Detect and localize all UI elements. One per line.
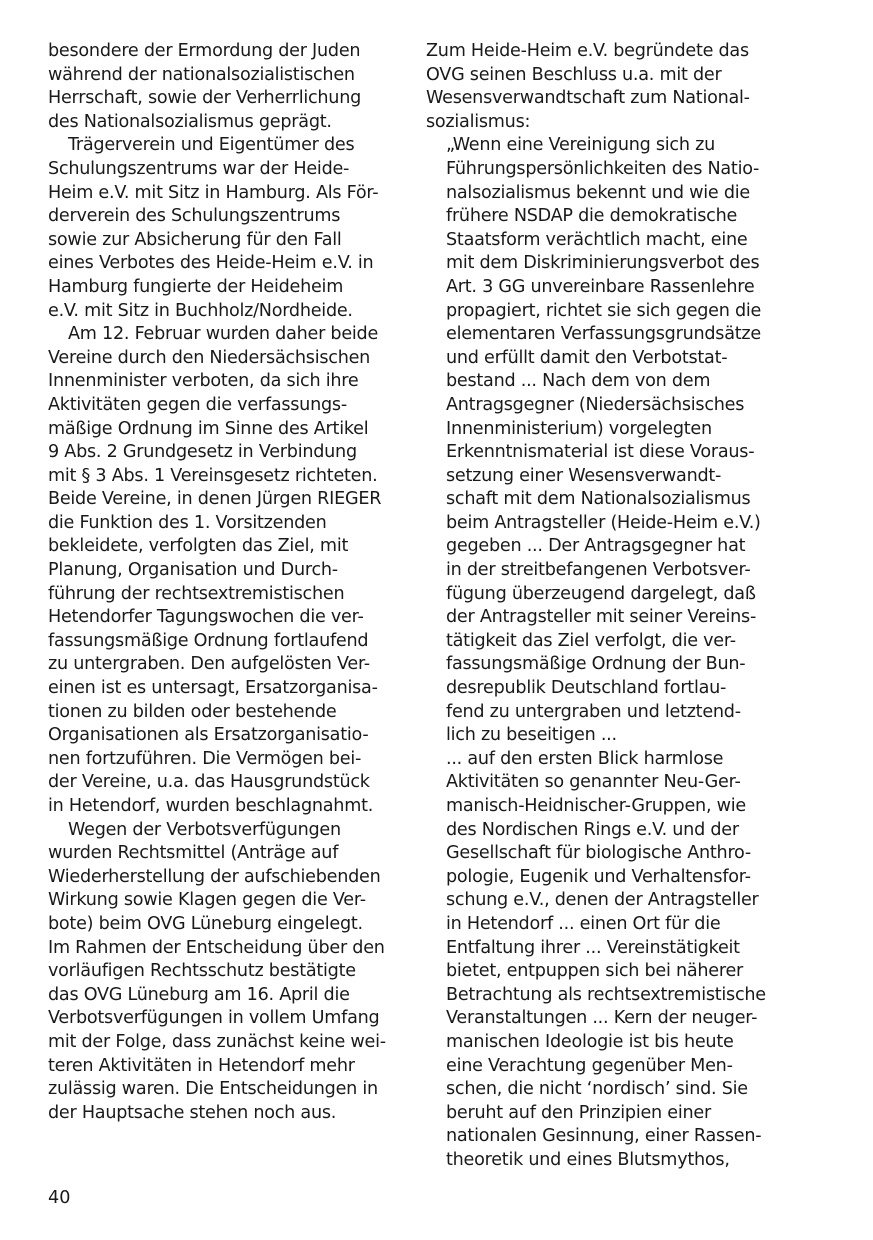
text-line: Staatsform verächtlich macht, eine: [446, 229, 748, 250]
text-line: nationalen Gesinnung, einer Rassen-: [446, 1126, 762, 1147]
text-line: desrepublik Deutschland fortlau-: [446, 678, 727, 699]
text-line: Organisationen als Ersatzorganisatio-: [48, 725, 369, 746]
text-line: einen ist es untersagt, Ersatzorganisa-: [48, 678, 378, 699]
text-line: in Hetendorf, wurden beschlagnahmt.: [48, 796, 374, 816]
text-line: Schulungszentrums war der Heide-: [48, 158, 350, 179]
text-line: Gesellschaft für biologische Anthro-: [446, 843, 751, 864]
text-line: tätigkeit das Ziel verfolgt, die ver-: [446, 630, 736, 651]
text-line: wurden Rechtsmittel (Anträge auf: [48, 843, 339, 864]
page-number: 40: [48, 1188, 71, 1208]
text-line: eines Verbotes des Heide-Heim e.V. in: [48, 253, 374, 274]
text-line: in Hetendorf ... einen Ort für die: [446, 913, 721, 934]
text-line: Wesensverwandtschaft zum National-: [426, 88, 750, 109]
text-line: frühere NSDAP die demokratische: [446, 206, 738, 227]
text-line: in der streitbefangenen Verbotsver-: [446, 560, 751, 581]
text-line: besondere der Ermordung der Juden: [48, 41, 361, 61]
text-line: manischen Ideologie ist bis heute: [446, 1031, 734, 1052]
intro-paragraph: [426, 40, 771, 134]
text-line: manisch-Heidnischer-Gruppen, wie: [446, 796, 746, 816]
text-line: Herrschaft, sowie der Verherrlichung: [48, 88, 362, 109]
text-line: ... auf den ersten Blick harmlose: [446, 748, 724, 769]
paragraph: [48, 819, 396, 1126]
text-line: Zum Heide-Heim e.V. begründete das: [426, 41, 749, 61]
text-line: Am 12. Februar wurden daher beide: [68, 324, 379, 345]
text-line: Hamburg fungierte der Heideheim: [48, 276, 344, 297]
text-line: fügung überzeugend dargelegt, daß: [446, 583, 756, 604]
text-line: sozialismus:: [426, 111, 531, 132]
text-line: bekleidete, verfolgten das Ziel, mit: [48, 536, 349, 557]
text-line: setzung einer Wesensverwandt-: [446, 465, 722, 486]
text-line: Wirkung sowie Klagen gegen die Ver-: [48, 890, 366, 911]
text-line: Innenministerium) vorgelegten: [446, 418, 712, 439]
text-line: Wiederherstellung der aufschiebenden: [48, 866, 381, 887]
court-quote: [426, 134, 771, 1172]
text-line: Art. 3 GG unvereinbare Rassenlehre: [446, 276, 755, 297]
text-line: Trägerverein und Eigentümer des: [68, 135, 355, 156]
text-line: des Nationalsozialismus geprägt.: [48, 111, 332, 132]
text-line: zu untergraben. Den aufgelösten Ver-: [48, 654, 370, 675]
text-line: „Wenn eine Vereinigung sich zu: [446, 135, 715, 156]
text-line: Wegen der Verbotsverfügungen: [68, 819, 341, 840]
text-line: mit der Folge, dass zunächst keine wei-: [48, 1031, 386, 1052]
text-line: der Hauptsache stehen noch aus.: [48, 1102, 337, 1123]
text-line: Erkenntnismaterial ist diese Voraus-: [446, 442, 755, 463]
text-line: Vereine durch den Niedersächsischen: [48, 347, 371, 368]
text-line: Heim e.V. mit Sitz in Hamburg. Als För-: [48, 182, 379, 203]
text-line: 9 Abs. 2 Grundgesetz in Verbindung: [48, 442, 357, 463]
text-line: Antragsgegner (Niedersächsisches: [446, 394, 745, 415]
text-line: teren Aktivitäten in Hetendorf mehr: [48, 1055, 355, 1076]
text-line: schung e.V., denen der Antragsteller: [446, 890, 759, 911]
text-line: das OVG Lüneburg am 16. April die: [48, 984, 350, 1005]
text-line: fassungsmäßige Ordnung der Bun-: [446, 654, 746, 675]
text-line: mit § 3 Abs. 1 Vereinsgesetz richteten.: [48, 465, 378, 486]
text-line: der Vereine, u.a. das Hausgrundstück: [48, 772, 370, 793]
text-line: fend zu untergraben und letztend-: [446, 701, 741, 722]
paragraph: [48, 134, 396, 323]
text-line: zulässig waren. Die Entscheidungen in: [48, 1079, 378, 1100]
right-column: [426, 40, 771, 1173]
text-line: die Funktion des 1. Vorsitzenden: [48, 512, 327, 533]
text-line: pologie, Eugenik und Verhaltensfor-: [446, 866, 751, 887]
text-line: schen, die nicht ‘nordisch’ sind. Sie: [446, 1079, 748, 1100]
text-line: mit dem Diskriminierungsverbot des: [446, 253, 760, 274]
text-line: Innenminister verboten, da sich ihre: [48, 371, 359, 392]
text-line: gegeben ... Der Antragsgegner hat: [446, 536, 746, 557]
text-line: lich zu beseitigen ...: [446, 725, 617, 746]
paragraph: [48, 40, 396, 134]
text-line: nalsozialismus bekennt und wie die: [446, 182, 750, 203]
text-line: Aktivitäten so genannter Neu-Ger-: [446, 772, 741, 793]
text-line: nen fortzuführen. Die Vermögen bei-: [48, 748, 362, 769]
text-line: mäßige Ordnung im Sinne des Artikel: [48, 418, 369, 439]
left-column: [48, 40, 396, 1125]
text-line: bietet, entpuppen sich bei näherer: [446, 961, 744, 982]
text-line: Beide Vereine, in denen Jürgen RIEGER: [48, 489, 382, 510]
text-line: OVG seinen Beschluss u.a. mit der: [426, 64, 722, 85]
text-line: während der nationalsozialistischen: [48, 64, 355, 85]
text-line: Aktivitäten gegen die verfassungs-: [48, 394, 347, 415]
text-line: eine Verachtung gegenüber Men-: [446, 1055, 733, 1076]
text-line: und erfüllt damit den Verbotstat-: [446, 347, 728, 368]
paragraph: [48, 323, 396, 818]
text-line: theoretik und eines Blutsmythos,: [446, 1149, 730, 1170]
text-line: bestand ... Nach dem von dem: [446, 371, 711, 392]
text-line: Im Rahmen der Entscheidung über den: [48, 937, 385, 958]
text-line: fassungsmäßige Ordnung fortlaufend: [48, 630, 369, 651]
text-line: führung der rechtsextremistischen: [48, 583, 345, 604]
text-line: Verbotsverfügungen in vollem Umfang: [48, 1008, 380, 1029]
text-line: vorläufigen Rechtsschutz bestätigte: [48, 961, 356, 982]
text-line: propagiert, richtet sie sich gegen die: [446, 300, 762, 321]
text-line: bote) beim OVG Lüneburg eingelegt.: [48, 913, 363, 934]
text-line: Führungspersönlichkeiten des Natio-: [446, 158, 760, 179]
text-line: Hetendorfer Tagungswochen die ver-: [48, 607, 364, 628]
text-line: elementaren Verfassungsgrundsätze: [446, 324, 761, 345]
text-line: Entfaltung ihrer ... Vereinstätigkeit: [446, 937, 740, 958]
text-line: derverein des Schulungszentrums: [48, 206, 341, 227]
text-line: tionen zu bilden oder bestehende: [48, 701, 337, 722]
text-line: schaft mit dem Nationalsozialismus: [446, 489, 751, 510]
text-line: e.V. mit Sitz in Buchholz/Nordheide.: [48, 300, 353, 321]
text-line: beruht auf den Prinzipien einer: [446, 1102, 711, 1123]
text-line: des Nordischen Rings e.V. und der: [446, 819, 739, 840]
text-line: Betrachtung als rechtsextremistische: [446, 984, 766, 1005]
text-line: der Antragsteller mit seiner Vereins-: [446, 607, 757, 628]
text-line: Planung, Organisation und Durch-: [48, 560, 338, 581]
text-line: Veranstaltungen ... Kern der neuger-: [446, 1008, 758, 1029]
text-line: sowie zur Absicherung für den Fall: [48, 229, 342, 250]
text-line: beim Antragsteller (Heide-Heim e.V.): [446, 512, 761, 533]
